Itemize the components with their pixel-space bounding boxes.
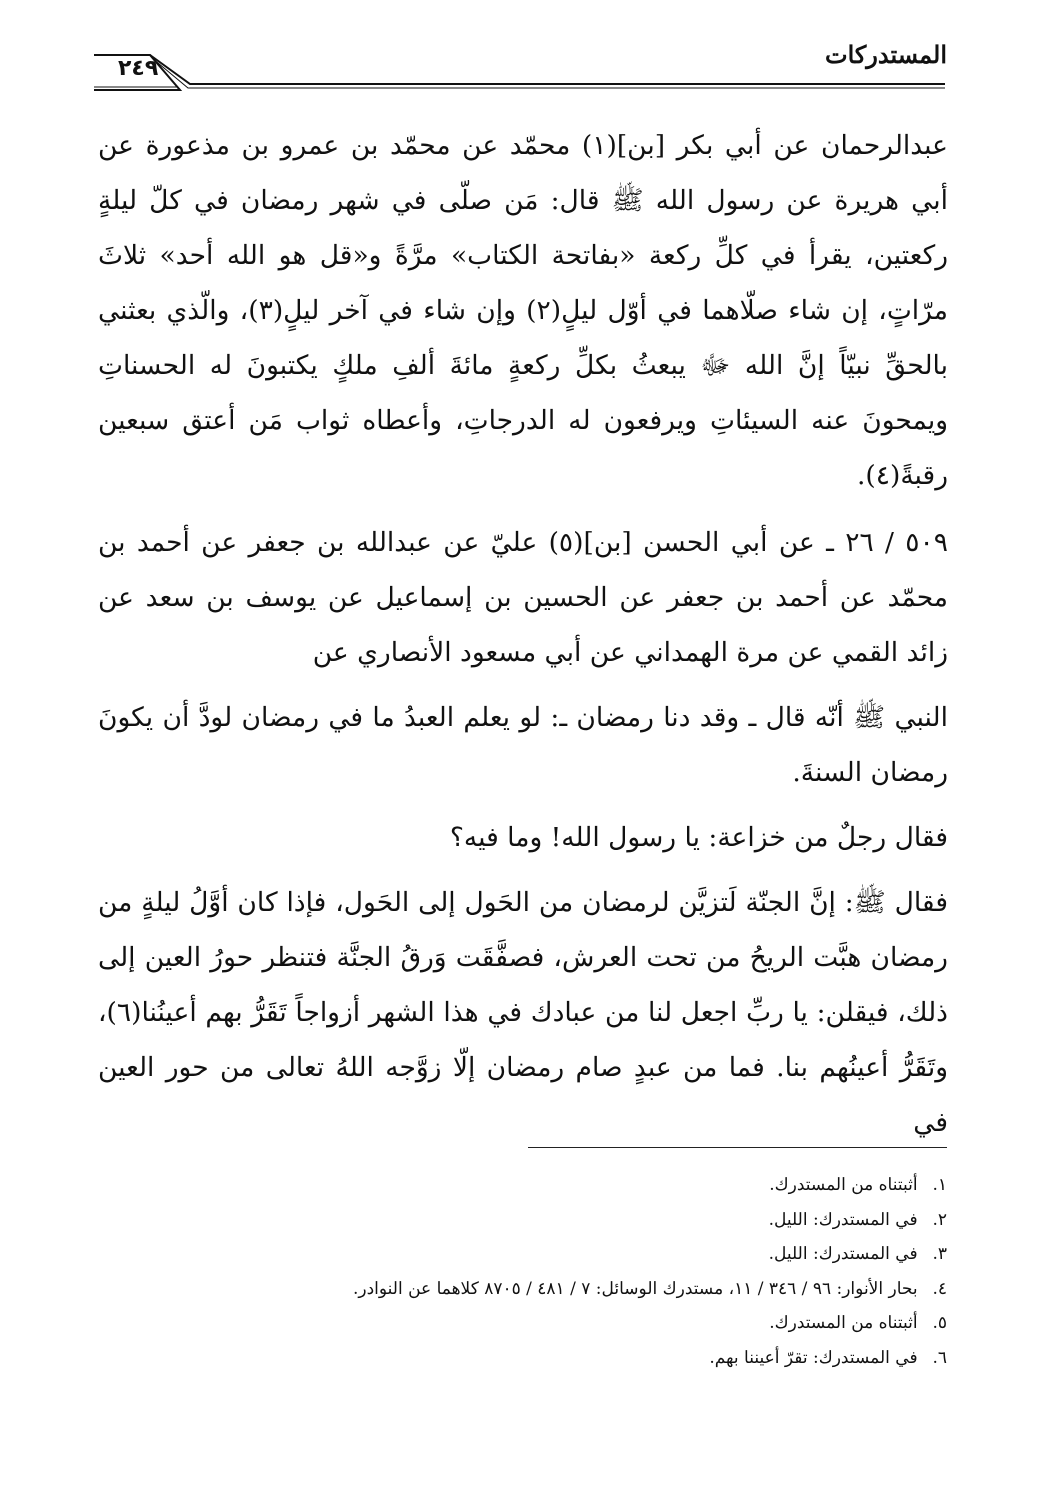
footnote-divider bbox=[528, 1147, 947, 1148]
footnote-number: ١. bbox=[932, 1175, 947, 1195]
paragraph-2: ٥٠٩ / ٢٦ ـ عن أبي الحسن [بن](٥) عليّ عن عبدالله بن جعفر عن أحمد بن محمّد عن أحمد بن جعفر عن الحسين بن إسماعيل عن يوسف بن سعد عن زائد القمي عن مرة الهمداني عن أبي مسعود الأنصاري عن bbox=[98, 527, 948, 668]
footnote-text: بحار الأنوار: ٩٦ / ٣٤٦ / ١١، مستدرك الوسائل: ٧ / ٤٨١ / ٨٧٠٥ كلاهما عن النوادر. bbox=[352, 1278, 918, 1299]
footnote-item bbox=[187, 1272, 947, 1307]
footnote-item bbox=[187, 1168, 947, 1203]
footnote-item bbox=[187, 1203, 947, 1238]
paragraph-1: عبدالرحمان عن أبي بكر [بن](١) محمّد عن محمّد بن عمرو بن مذعورة عن أبي هريرة عن رسول الله ﷺ قال: مَن صلّى في شهر رمضان في كلّ ليلةٍ ركعتين، يقرأ في كلِّ ركعة «بفاتحة الكتاب» مرَّةً و«قل هو الله أحد» ثلاثَ مرّاتٍ، إن شاء صلّاهما في أوّل ليلٍ(٢) وإن شاء في آخر ليلٍ(٣)، والّذي بعثني بالحقِّ نبيّاً إنَّ الله ﷻ يبعثُ بكلِّ ركعةٍ مائةَ ألفِ ملكٍ يكتبونَ له الحسناتِ ويمحونَ عنه السيئاتِ ويرفعون له الدرجاتِ، وأعطاه ثواب مَن أعتق سبعين رقبةً(٤). bbox=[98, 130, 949, 491]
footnote-item bbox=[187, 1237, 947, 1272]
footnote-item bbox=[187, 1306, 947, 1341]
running-title: المستدركات bbox=[824, 40, 947, 69]
footnote-number: ٤. bbox=[932, 1278, 947, 1299]
paragraph-5: فقال ﷺ: إنَّ الجنّة لَتزيَّن لرمضان من الحَول إلى الحَول، فإذا كان أوَّلُ ليلةٍ من رمضان هبَّت الريحُ من تحت العرش، فصفَّقَت وَرقُ الجنَّة فتنظر حورُ العين إلى ذلك، فيقلن: يا ربِّ اجعل لنا من عبادك في هذا الشهر أزواجاً تَقَرُّ بهم أعينُنا(٦)، وتَقَرُّ أعينُهم بنا. فما من عبدٍ صام رمضان إلّا زوَّجه اللهُ تعالى من حور العين في bbox=[98, 887, 948, 1138]
footnote-number: ٦. bbox=[932, 1347, 947, 1368]
page-number: ٢٤٩ bbox=[118, 56, 159, 81]
footnote-text: في المستدرك: تقرّ أعيننا بهم. bbox=[709, 1347, 918, 1368]
paragraph-4: فقال رجلٌ من خزاعة: يا رسول الله! وما فيه؟ bbox=[449, 822, 948, 853]
footnote-text: في المستدرك: الليل. bbox=[768, 1244, 918, 1264]
footnotes-list bbox=[187, 1168, 947, 1375]
main-text bbox=[98, 118, 948, 1150]
footnote-text: أثبتناه من المستدرك. bbox=[769, 1175, 918, 1195]
footnote-text: في المستدرك: الليل. bbox=[768, 1209, 918, 1230]
paragraph-3: النبي ﷺ أنّه قال ـ وقد دنا رمضان ـ: لو يعلم العبدُ ما في رمضان لودَّ أن يكونَ رمضان السنةَ. bbox=[98, 702, 948, 788]
footnote-text: أثبتناه من المستدرك. bbox=[769, 1313, 918, 1333]
footnote-item bbox=[187, 1341, 947, 1376]
footnote-number: ٥. bbox=[932, 1313, 947, 1333]
footnote-number: ٣. bbox=[932, 1244, 947, 1264]
footnote-number: ٢. bbox=[932, 1209, 947, 1230]
